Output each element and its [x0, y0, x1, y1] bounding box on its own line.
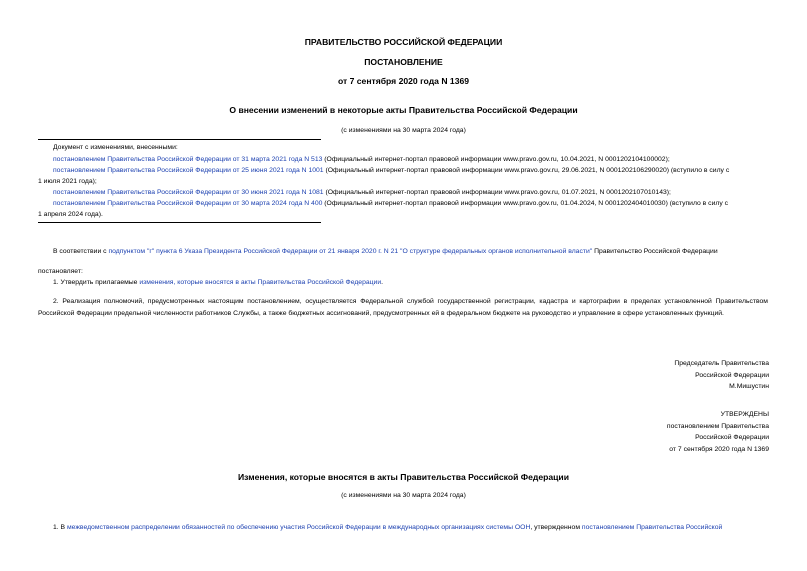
amendment-source: (Официальный интернет-портал правовой информации www.pravo.gov.ru, 29.06.2021, N 0001202106290020) (вступило в силу с: [323, 167, 730, 174]
amendment-source: (Официальный интернет-портал правовой информации www.pravo.gov.ru, 01.04.2024, N 0001202404010030) (вступило в силу с: [322, 200, 729, 207]
revision-note: (с изменениями на 30 марта 2024 года): [341, 127, 466, 134]
p1-prefix: 1. Утвердить прилагаемые: [53, 279, 140, 286]
paragraph-2: 2. Реализация полномочий, предусмотренных настоящим постановлением, осуществляется Федеральной службой государственной регистрации, кадастра и картографии в пределах установленной Правительством Российской Федерации предельной численности работников Службы, а также бюджетных ассигнований, предусмотренных ей в федеральном бюджете на руководство и управление в сфере установленных функций.: [38, 298, 768, 317]
amendment-link[interactable]: постановлением Правительства Российской Федерации от 30 июня 2021 года N 1081: [53, 189, 324, 196]
amendment-item: [53, 165, 729, 177]
amendment-link[interactable]: постановлением Правительства Российской Федерации от 25 июня 2021 года N 1001: [53, 167, 324, 174]
basis-suffix: Правительство Российской Федерации: [592, 248, 718, 255]
signature-name: М.Мишустин: [729, 383, 769, 390]
amendment-source: (Официальный интернет-портал правовой информации www.pravo.gov.ru, 10.04.2021, N 0001202104100002);: [322, 156, 670, 163]
annex-title: Изменения, которые вносятся в акты Правительства Российской Федерации: [237, 472, 569, 482]
basis-link[interactable]: подпунктом "г" пункта 6 Указа Президента Российской Федерации от 21 января 2020 г. N 21 "О структуре федеральных органов исполнительной власти": [108, 248, 593, 255]
doc-title: О внесении изменений в некоторые акты Правительства Российской Федерации: [229, 105, 578, 115]
paragraph-1: [53, 277, 383, 289]
annex-item-1: [53, 522, 722, 534]
amendment-source: (Официальный интернет-портал правовой информации www.pravo.gov.ru, 01.07.2021, N 0001202107010143);: [323, 189, 671, 196]
approved-title: УТВЕРЖДЕНЫ: [720, 411, 769, 418]
approved-date: от 7 сентября 2020 года N 1369: [669, 445, 769, 453]
approved-by: постановлением Правительства: [666, 422, 769, 430]
annex-revision: (с изменениями на 30 марта 2024 года): [341, 492, 466, 499]
approved-block: [667, 409, 769, 455]
amendment-item: [53, 187, 671, 199]
amendment-item: [53, 198, 728, 210]
amendment-item: [53, 154, 670, 166]
basis-paragraph: [53, 246, 718, 258]
amendments-intro: Документ с изменениями, внесенными:: [53, 144, 178, 151]
amendment-continuation: 1 апреля 2024 года).: [38, 211, 103, 218]
divider-top: [38, 139, 321, 140]
doc-type-heading: ПОСТАНОВЛЕНИЕ: [364, 57, 443, 67]
basis-prefix: В соответствии с: [53, 248, 109, 255]
p1-link[interactable]: изменения, которые вносятся в акты Правительства Российской Федерации: [139, 279, 382, 286]
amendment-link[interactable]: постановлением Правительства Российской Федерации от 31 марта 2021 года N 513: [53, 156, 323, 163]
item1-mid: , утвержденном: [530, 524, 582, 531]
divider-bottom: [38, 222, 321, 223]
signature-block: [674, 358, 769, 393]
decrees-word: постановляет:: [38, 268, 83, 275]
approved-country: Российской Федерации: [695, 434, 769, 441]
amendment-link[interactable]: постановлением Правительства Российской Федерации от 30 марта 2024 года N 400: [53, 200, 323, 207]
item1-link-2[interactable]: постановлением Правительства Российской: [581, 524, 723, 531]
p1-suffix: .: [381, 279, 384, 286]
item1-link[interactable]: межведомственном распределении обязанностей по обеспечению участия Российской Федерации в международных организациях системы ООН: [66, 524, 531, 531]
doc-date-number: от 7 сентября 2020 года N 1369: [337, 76, 470, 86]
amendment-continuation: 1 июля 2021 года);: [38, 178, 97, 185]
signature-country: Российской Федерации: [695, 371, 769, 379]
item1-prefix: 1. В: [53, 524, 67, 531]
signature-title: Председатель Правительства: [674, 360, 769, 367]
government-heading: ПРАВИТЕЛЬСТВО РОССИЙСКОЙ ФЕДЕРАЦИИ: [304, 37, 503, 47]
